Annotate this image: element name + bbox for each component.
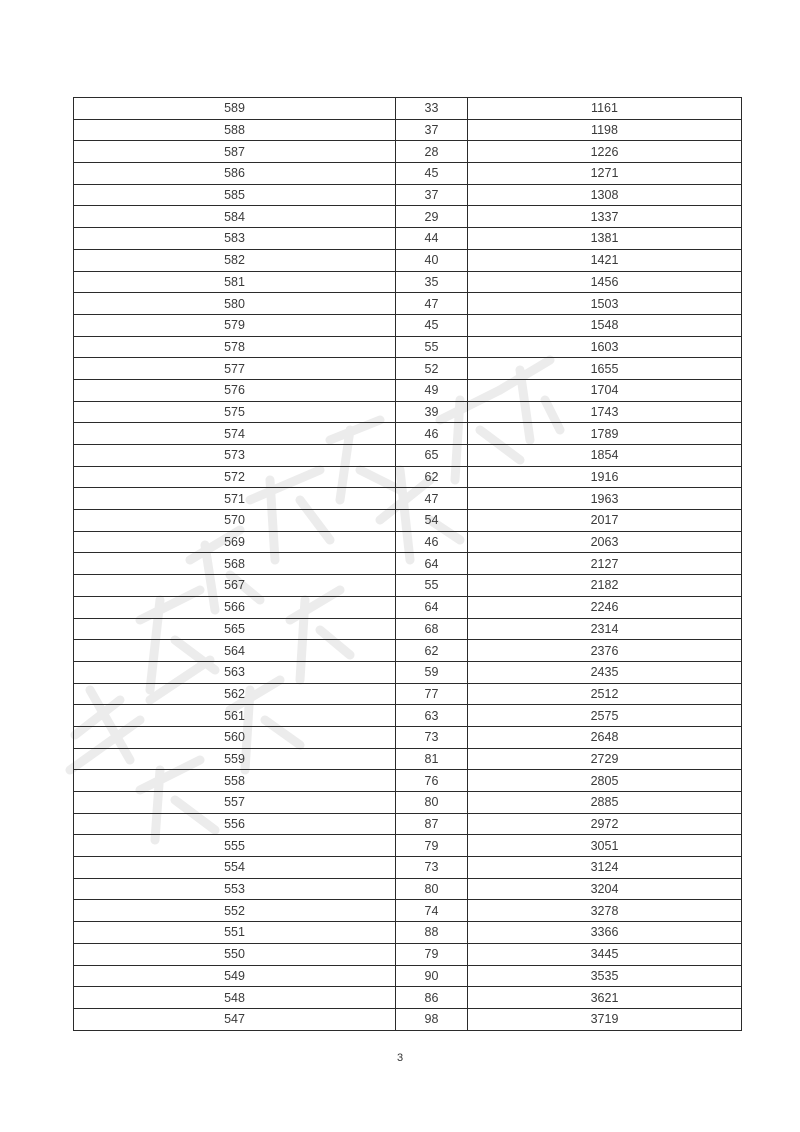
score-distribution-table (73, 97, 742, 1031)
table-row (74, 141, 742, 163)
table-row (74, 293, 742, 315)
cumulative-cell: 2246 (468, 596, 742, 618)
score-cell: 569 (74, 531, 396, 553)
score-cell: 585 (74, 184, 396, 206)
score-cell: 561 (74, 705, 396, 727)
table-row (74, 249, 742, 271)
count-cell: 47 (396, 293, 468, 315)
count-cell: 49 (396, 379, 468, 401)
score-cell: 574 (74, 423, 396, 445)
count-cell: 40 (396, 249, 468, 271)
score-cell: 578 (74, 336, 396, 358)
score-cell: 581 (74, 271, 396, 293)
count-cell: 46 (396, 423, 468, 445)
score-cell: 555 (74, 835, 396, 857)
count-cell: 88 (396, 922, 468, 944)
count-cell: 63 (396, 705, 468, 727)
score-cell: 586 (74, 163, 396, 185)
score-cell: 551 (74, 922, 396, 944)
score-cell: 577 (74, 358, 396, 380)
score-cell: 564 (74, 640, 396, 662)
table-body (74, 98, 742, 1031)
count-cell: 73 (396, 857, 468, 879)
count-cell: 80 (396, 878, 468, 900)
score-cell: 550 (74, 943, 396, 965)
cumulative-cell: 2575 (468, 705, 742, 727)
table-row (74, 553, 742, 575)
cumulative-cell: 3719 (468, 1008, 742, 1030)
table-row (74, 314, 742, 336)
cumulative-cell: 1854 (468, 445, 742, 467)
table-row (74, 271, 742, 293)
cumulative-cell: 2063 (468, 531, 742, 553)
cumulative-cell: 1271 (468, 163, 742, 185)
count-cell: 55 (396, 575, 468, 597)
score-cell: 589 (74, 98, 396, 120)
count-cell: 90 (396, 965, 468, 987)
table-row (74, 401, 742, 423)
count-cell: 68 (396, 618, 468, 640)
cumulative-cell: 1161 (468, 98, 742, 120)
table-row (74, 705, 742, 727)
score-cell: 570 (74, 510, 396, 532)
score-cell: 567 (74, 575, 396, 597)
table-row (74, 336, 742, 358)
score-cell: 565 (74, 618, 396, 640)
cumulative-cell: 3204 (468, 878, 742, 900)
cumulative-cell: 1198 (468, 119, 742, 141)
count-cell: 28 (396, 141, 468, 163)
cumulative-cell: 3535 (468, 965, 742, 987)
table-row (74, 835, 742, 857)
cumulative-cell: 2017 (468, 510, 742, 532)
table-row (74, 900, 742, 922)
table-row (74, 683, 742, 705)
table-row (74, 987, 742, 1009)
count-cell: 45 (396, 163, 468, 185)
score-cell: 562 (74, 683, 396, 705)
table-row (74, 163, 742, 185)
table-row (74, 119, 742, 141)
cumulative-cell: 2729 (468, 748, 742, 770)
score-cell: 580 (74, 293, 396, 315)
count-cell: 79 (396, 835, 468, 857)
score-cell: 568 (74, 553, 396, 575)
score-cell: 573 (74, 445, 396, 467)
table-row (74, 510, 742, 532)
cumulative-cell: 2648 (468, 726, 742, 748)
table-row (74, 965, 742, 987)
score-cell: 556 (74, 813, 396, 835)
page-number: 3 (396, 1052, 404, 1064)
cumulative-cell: 1337 (468, 206, 742, 228)
cumulative-cell: 2182 (468, 575, 742, 597)
table-row (74, 726, 742, 748)
count-cell: 44 (396, 228, 468, 250)
score-cell: 560 (74, 726, 396, 748)
score-cell: 554 (74, 857, 396, 879)
table-row (74, 206, 742, 228)
count-cell: 52 (396, 358, 468, 380)
table-row (74, 358, 742, 380)
count-cell: 45 (396, 314, 468, 336)
count-cell: 74 (396, 900, 468, 922)
score-cell: 553 (74, 878, 396, 900)
score-cell: 571 (74, 488, 396, 510)
score-cell: 547 (74, 1008, 396, 1030)
table-row (74, 640, 742, 662)
score-cell: 558 (74, 770, 396, 792)
score-cell: 552 (74, 900, 396, 922)
table-row (74, 922, 742, 944)
table-row (74, 748, 742, 770)
count-cell: 37 (396, 184, 468, 206)
cumulative-cell: 1503 (468, 293, 742, 315)
count-cell: 65 (396, 445, 468, 467)
cumulative-cell: 2972 (468, 813, 742, 835)
table-row (74, 770, 742, 792)
cumulative-cell: 1704 (468, 379, 742, 401)
cumulative-cell: 2435 (468, 661, 742, 683)
score-cell: 559 (74, 748, 396, 770)
count-cell: 47 (396, 488, 468, 510)
cumulative-cell: 1381 (468, 228, 742, 250)
table-row (74, 943, 742, 965)
score-cell: 587 (74, 141, 396, 163)
cumulative-cell: 1456 (468, 271, 742, 293)
cumulative-cell: 2512 (468, 683, 742, 705)
count-cell: 54 (396, 510, 468, 532)
score-cell: 572 (74, 466, 396, 488)
count-cell: 62 (396, 640, 468, 662)
table-row (74, 792, 742, 814)
count-cell: 62 (396, 466, 468, 488)
table-row (74, 445, 742, 467)
table-row (74, 98, 742, 120)
count-cell: 37 (396, 119, 468, 141)
table-row (74, 423, 742, 445)
table-row (74, 228, 742, 250)
count-cell: 46 (396, 531, 468, 553)
cumulative-cell: 1916 (468, 466, 742, 488)
cumulative-cell: 1655 (468, 358, 742, 380)
cumulative-cell: 1548 (468, 314, 742, 336)
cumulative-cell: 1308 (468, 184, 742, 206)
score-cell: 575 (74, 401, 396, 423)
count-cell: 86 (396, 987, 468, 1009)
count-cell: 81 (396, 748, 468, 770)
table-row (74, 488, 742, 510)
cumulative-cell: 1963 (468, 488, 742, 510)
table-row (74, 531, 742, 553)
score-cell: 579 (74, 314, 396, 336)
count-cell: 35 (396, 271, 468, 293)
count-cell: 98 (396, 1008, 468, 1030)
cumulative-cell: 3124 (468, 857, 742, 879)
score-cell: 566 (74, 596, 396, 618)
cumulative-cell: 1603 (468, 336, 742, 358)
count-cell: 73 (396, 726, 468, 748)
table-row (74, 661, 742, 683)
cumulative-cell: 2314 (468, 618, 742, 640)
count-cell: 39 (396, 401, 468, 423)
cumulative-cell: 3278 (468, 900, 742, 922)
cumulative-cell: 3445 (468, 943, 742, 965)
cumulative-cell: 3366 (468, 922, 742, 944)
count-cell: 33 (396, 98, 468, 120)
table-row (74, 466, 742, 488)
count-cell: 64 (396, 553, 468, 575)
cumulative-cell: 2127 (468, 553, 742, 575)
cumulative-cell: 1789 (468, 423, 742, 445)
table-row (74, 379, 742, 401)
count-cell: 80 (396, 792, 468, 814)
cumulative-cell: 3621 (468, 987, 742, 1009)
count-cell: 29 (396, 206, 468, 228)
cumulative-cell: 2805 (468, 770, 742, 792)
cumulative-cell: 1743 (468, 401, 742, 423)
cumulative-cell: 1421 (468, 249, 742, 271)
score-cell: 563 (74, 661, 396, 683)
score-cell: 557 (74, 792, 396, 814)
count-cell: 76 (396, 770, 468, 792)
table-row (74, 878, 742, 900)
count-cell: 64 (396, 596, 468, 618)
score-cell: 583 (74, 228, 396, 250)
cumulative-cell: 3051 (468, 835, 742, 857)
cumulative-cell: 2376 (468, 640, 742, 662)
count-cell: 87 (396, 813, 468, 835)
table-row (74, 1008, 742, 1030)
count-cell: 79 (396, 943, 468, 965)
cumulative-cell: 1226 (468, 141, 742, 163)
table-row (74, 575, 742, 597)
score-cell: 549 (74, 965, 396, 987)
table-row (74, 857, 742, 879)
score-cell: 582 (74, 249, 396, 271)
score-cell: 584 (74, 206, 396, 228)
score-cell: 588 (74, 119, 396, 141)
count-cell: 77 (396, 683, 468, 705)
count-cell: 55 (396, 336, 468, 358)
score-cell: 576 (74, 379, 396, 401)
table-row (74, 596, 742, 618)
table-row (74, 618, 742, 640)
score-cell: 548 (74, 987, 396, 1009)
cumulative-cell: 2885 (468, 792, 742, 814)
table-row (74, 813, 742, 835)
table-row (74, 184, 742, 206)
count-cell: 59 (396, 661, 468, 683)
